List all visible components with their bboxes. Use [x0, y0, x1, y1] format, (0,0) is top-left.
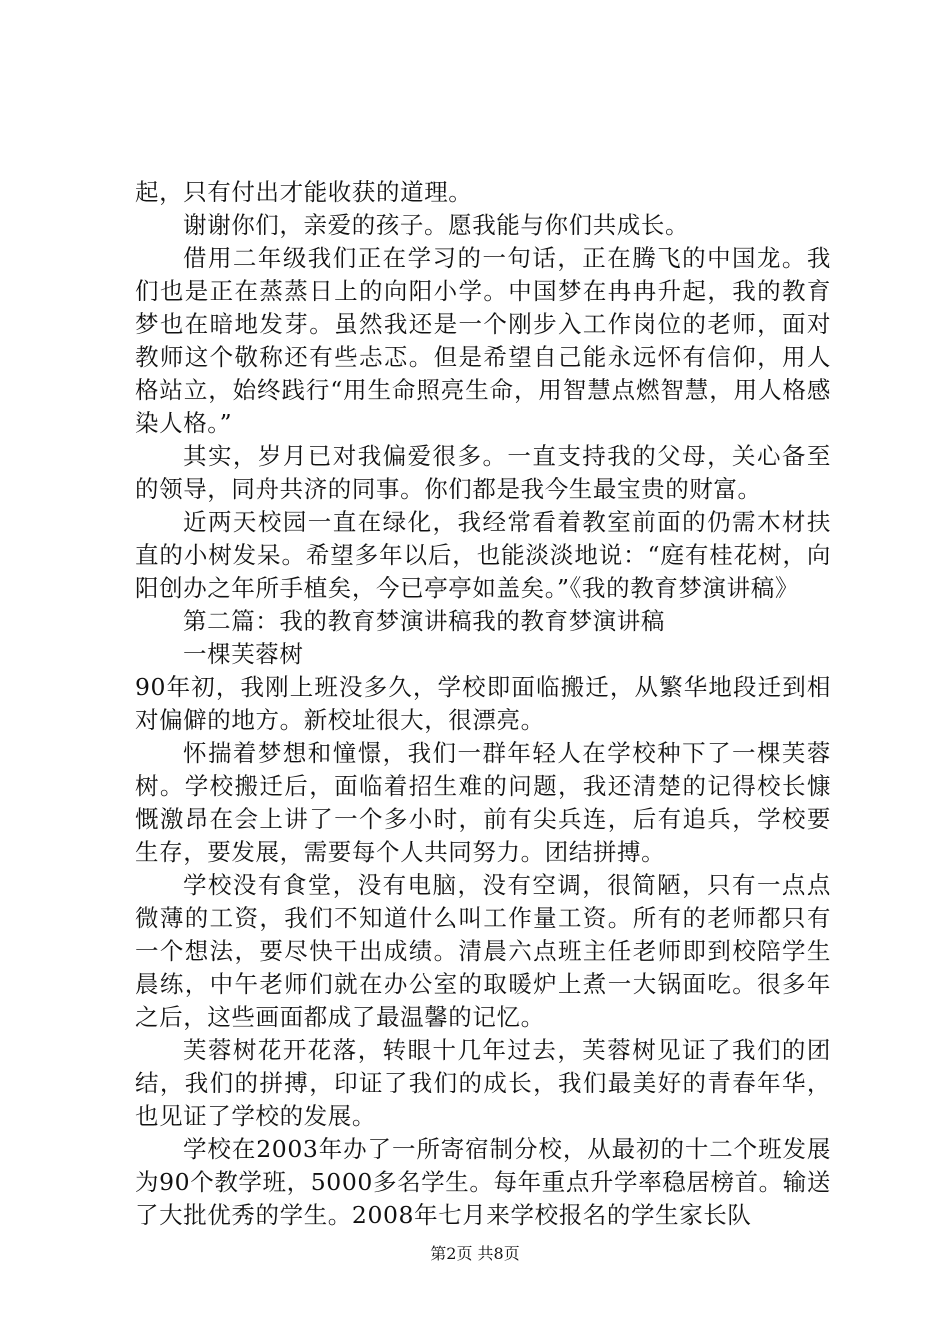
page-footer: 第2页 共8页 — [430, 1244, 520, 1263]
section-heading: 第二篇：我的教育梦演讲稿我的教育梦演讲稿 — [183, 607, 665, 635]
paragraph-12: 学校在2003年办了一所寄宿制分校，从最初的十二个班发展为90个教学班，5000多名学生。每年重点升学率稳居榜首。输送了大批优秀的学生。2008年七月来学校报名的学生家长队 — [135, 1135, 831, 1229]
paragraph-10: 学校没有食堂，没有电脑，没有空调，很简陋，只有一点点微薄的工资，我们不知道什么叫工作量工资。所有的老师都只有一个想法，要尽快干出成绩。清晨六点班主任老师即到校陪学生晨练，中午老师们就在办公室的取暖炉上煮一大锅面吃。很多年之后，这些画面都成了最温馨的记忆。 — [135, 871, 831, 1031]
paragraph-4: 其实，岁月已对我偏爱很多。一直支持我的父母，关心备至的领导，同舟共济的同事。你们都是我今生最宝贵的财富。 — [135, 442, 831, 503]
paragraph-11: 芙蓉树花开花落，转眼十几年过去，芙蓉树见证了我们的团结，我们的拼搏，印证了我们的成长，我们最美好的青春年华，也见证了学校的发展。 — [135, 1036, 831, 1130]
paragraph-8: 90年初，我刚上班没多久，学校即面临搬迁，从繁华地段迁到相对偏僻的地方。新校址很大，很漂亮。 — [135, 673, 831, 734]
document-body — [135, 176, 831, 1232]
section-subtitle: 一棵芙蓉树 — [183, 640, 304, 668]
paragraph-3: 借用二年级我们正在学习的一句话，正在腾飞的中国龙。我们也是正在蒸蒸日上的向阳小学。中国梦在冉冉升起，我的教育梦也在暗地发芽。虽然我还是一个刚步入工作岗位的老师，面对教师这个敬称还有些忐忑。但是希望自己能永远怀有信仰，用人格站立，始终践行“用生命照亮生命，用智慧点燃智慧，用人格感染人格。” — [135, 244, 831, 437]
paragraph-9: 怀揣着梦想和憧憬，我们一群年轻人在学校种下了一棵芙蓉树。学校搬迁后，面临着招生难的问题，我还清楚的记得校长慷慨激昂在会上讲了一个多小时，前有尖兵连，后有追兵，学校要生存，要发展，需要每个人共同努力。团结拼搏。 — [135, 739, 831, 866]
paragraph-2: 谢谢你们，亲爱的孩子。愿我能与你们共成长。 — [183, 211, 690, 239]
paragraph-1: 起，只有付出才能收获的道理。 — [135, 178, 473, 206]
paragraph-5: 近两天校园一直在绿化，我经常看着教室前面的仍需木材扶直的小树发呆。希望多年以后，也能淡淡地说：“庭有桂花树，向阳创办之年所手植矣，今已亭亭如盖矣。”《我的教育梦演讲稿》 — [135, 508, 831, 602]
